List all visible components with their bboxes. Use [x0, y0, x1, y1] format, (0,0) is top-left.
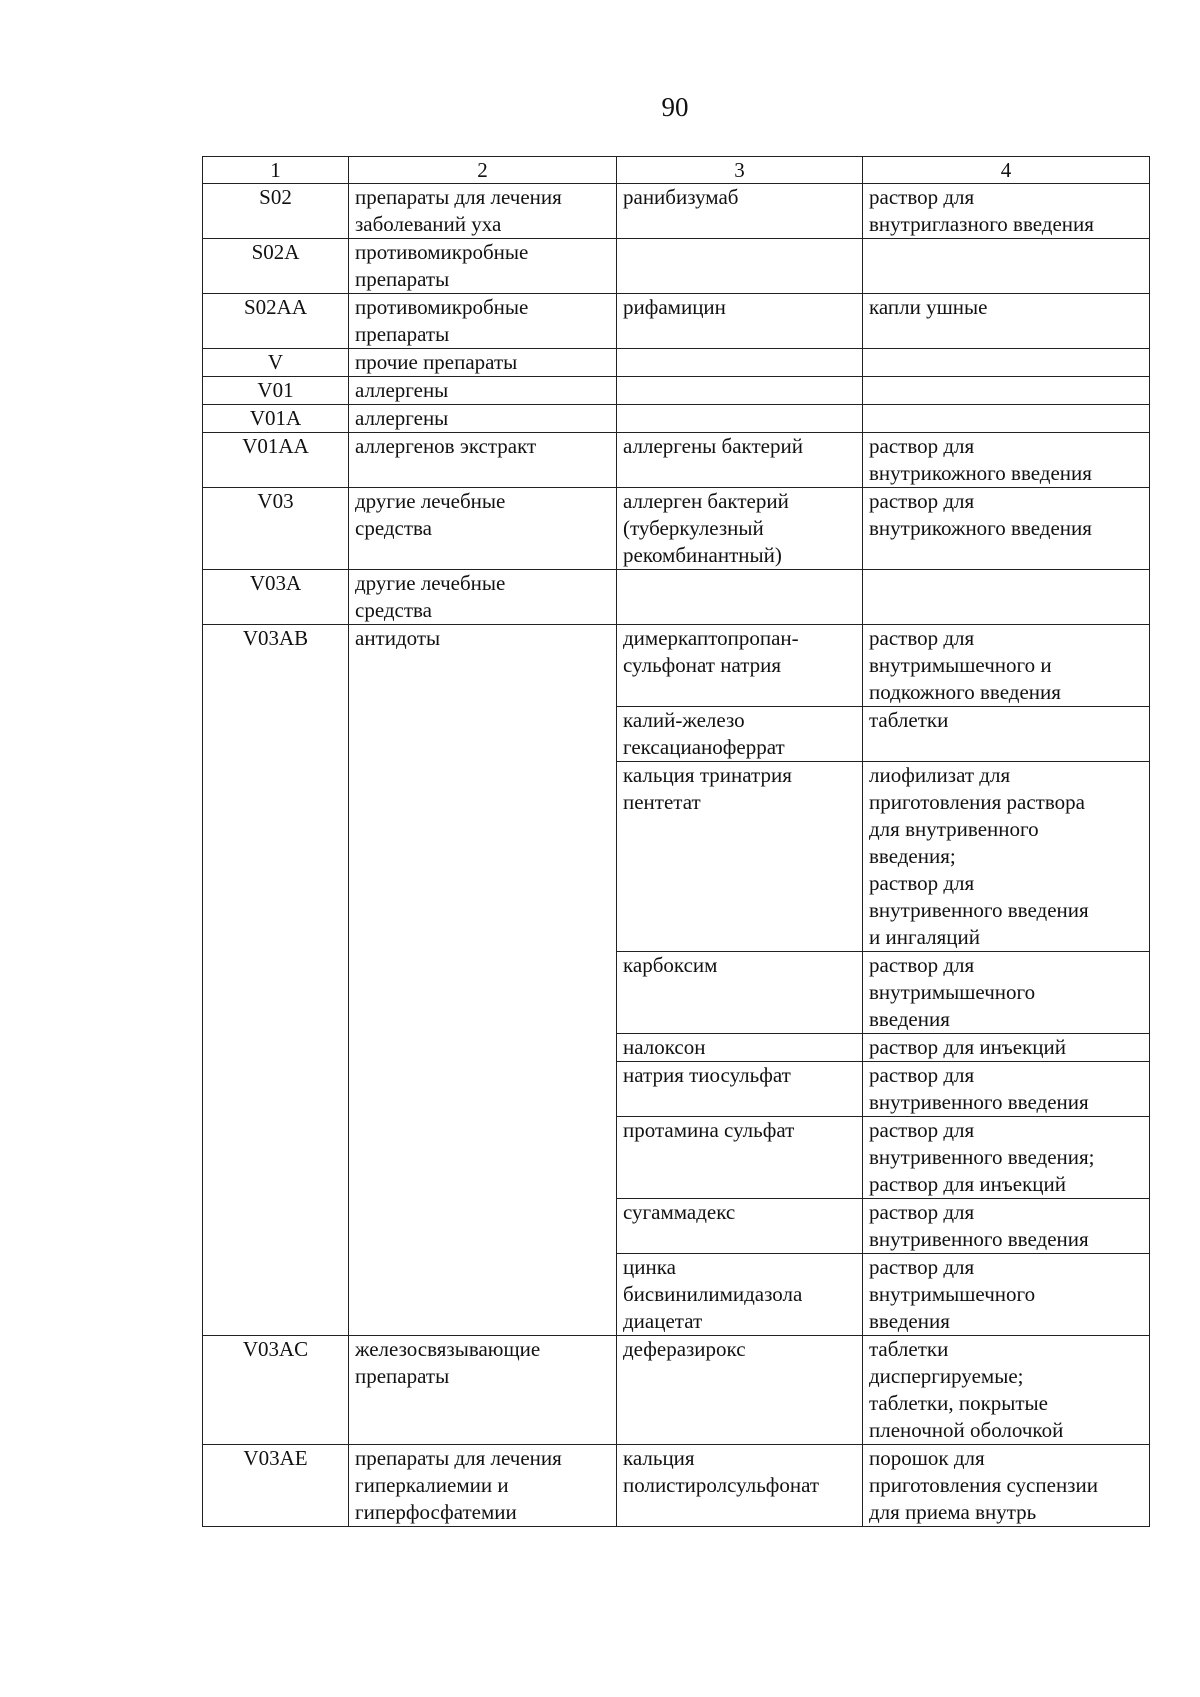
column-header-2: 2: [349, 157, 617, 184]
atc-code-cell: V03AB: [203, 625, 349, 1336]
dosage-form-cell: [863, 1117, 1150, 1199]
cell-text-line: внутримышечного: [869, 980, 1036, 1004]
group-name-cell: [349, 1445, 617, 1527]
dosage-form-cell: [863, 1445, 1150, 1527]
group-name-cell: [349, 184, 617, 239]
cell-text-line: заболеваний уха: [355, 212, 502, 236]
cell-text-line: введения: [869, 1007, 950, 1031]
cell-text-line: таблетки: [869, 1337, 949, 1361]
drug-name-cell: [617, 625, 863, 707]
drug-name-cell: [617, 1336, 863, 1445]
cell-text-line: введения: [869, 1309, 950, 1333]
table-row: [203, 1336, 1150, 1445]
atc-code-cell: V03AE: [203, 1445, 349, 1527]
cell-text-line: внутривенного введения: [869, 898, 1089, 922]
group-name-cell: [349, 625, 617, 1336]
cell-text-line: введения;: [869, 844, 956, 868]
drug-name-cell: [617, 570, 863, 625]
cell-text-line: противомикробные: [355, 295, 529, 319]
cell-text-line: внутрикожного введения: [869, 461, 1092, 485]
cell-text-line: порошок для: [869, 1446, 985, 1470]
cell-text-line: деферазирокс: [623, 1337, 746, 1361]
atc-code-cell: V01: [203, 377, 349, 405]
drug-name-cell: [617, 707, 863, 762]
table-row: [203, 405, 1150, 433]
cell-text-line: раствор для: [869, 1255, 975, 1279]
drug-name-cell: [617, 1062, 863, 1117]
table-row: [203, 433, 1150, 488]
cell-text-line: средства: [355, 516, 433, 540]
atc-code-cell: S02AA: [203, 294, 349, 349]
cell-text-line: кальция тринатрия: [623, 763, 792, 787]
table-row: [203, 349, 1150, 377]
atc-code-cell: S02: [203, 184, 349, 239]
cell-text-line: приготовления суспензии: [869, 1473, 1098, 1497]
cell-text-line: раствор для: [869, 434, 975, 458]
cell-text-line: подкожного введения: [869, 680, 1061, 704]
cell-text-line: внутривенного введения;: [869, 1145, 1095, 1169]
cell-text-line: димеркаптопропан-: [623, 626, 799, 650]
cell-text-line: гиперфосфатемии: [355, 1500, 517, 1524]
cell-text-line: раствор для: [869, 1118, 975, 1142]
cell-text-line: раствор для: [869, 1200, 975, 1224]
cell-text-line: калий-железо: [623, 708, 745, 732]
atc-code-cell: V: [203, 349, 349, 377]
group-name-cell: [349, 1336, 617, 1445]
cell-text-line: внутривенного введения: [869, 1227, 1089, 1251]
dosage-form-cell: [863, 1336, 1150, 1445]
dosage-form-cell: [863, 349, 1150, 377]
drug-name-cell: [617, 239, 863, 294]
cell-text-line: железосвязывающие: [355, 1337, 541, 1361]
drug-name-cell: [617, 1199, 863, 1254]
cell-text-line: раствор для: [869, 626, 975, 650]
cell-text-line: для внутривенного: [869, 817, 1039, 841]
cell-text-line: препараты для лечения: [355, 1446, 562, 1470]
cell-text-line: средства: [355, 598, 433, 622]
cell-text-line: рифамицин: [623, 295, 726, 319]
table-body: [203, 157, 1150, 1527]
cell-text-line: внутривенного введения: [869, 1090, 1089, 1114]
dosage-form-cell: [863, 625, 1150, 707]
cell-text-line: внутримышечного и: [869, 653, 1052, 677]
drug-name-cell: [617, 1117, 863, 1199]
dosage-form-cell: [863, 1254, 1150, 1336]
cell-text-line: протамина сульфат: [623, 1118, 795, 1142]
dosage-form-cell: [863, 707, 1150, 762]
cell-text-line: полистиролсульфонат: [623, 1473, 820, 1497]
group-name-cell: [349, 433, 617, 488]
drug-name-cell: [617, 349, 863, 377]
table-row: [203, 570, 1150, 625]
drug-name-cell: [617, 1445, 863, 1527]
cell-text-line: внутримышечного: [869, 1282, 1036, 1306]
cell-text-line: лиофилизат для: [869, 763, 1011, 787]
cell-text-line: раствор для инъекций: [869, 1035, 1066, 1059]
cell-text-line: пентетат: [623, 790, 701, 814]
cell-text-line: раствор для: [869, 185, 975, 209]
dosage-form-cell: [863, 952, 1150, 1034]
group-name-cell: [349, 349, 617, 377]
column-header-1: 1: [203, 157, 349, 184]
dosage-form-cell: [863, 405, 1150, 433]
cell-text-line: внутриглазного введения: [869, 212, 1094, 236]
dosage-form-cell: [863, 570, 1150, 625]
cell-text-line: раствор для инъекций: [869, 1172, 1066, 1196]
group-name-cell: [349, 488, 617, 570]
cell-text-line: раствор для: [869, 489, 975, 513]
group-name-cell: [349, 294, 617, 349]
cell-text-line: препараты: [355, 1364, 450, 1388]
cell-text-line: противомикробные: [355, 240, 529, 264]
drug-name-cell: [617, 952, 863, 1034]
cell-text-line: капли ушные: [869, 295, 988, 319]
atc-code-cell: V01AA: [203, 433, 349, 488]
drug-name-cell: [617, 433, 863, 488]
dosage-form-cell: [863, 377, 1150, 405]
drug-name-cell: [617, 1254, 863, 1336]
dosage-form-cell: [863, 488, 1150, 570]
atc-code-cell: V03A: [203, 570, 349, 625]
column-header-4: 4: [863, 157, 1150, 184]
cell-text-line: таблетки: [869, 708, 949, 732]
dosage-form-cell: [863, 184, 1150, 239]
dosage-form-cell: [863, 433, 1150, 488]
cell-text-line: антидоты: [355, 626, 441, 650]
cell-text-line: гиперкалиемии и: [355, 1473, 509, 1497]
dosage-form-cell: [863, 1034, 1150, 1062]
cell-text-line: диспергируемые;: [869, 1364, 1024, 1388]
drug-name-cell: [617, 488, 863, 570]
dosage-form-cell: [863, 1199, 1150, 1254]
cell-text-line: аллергены бактерий: [623, 434, 803, 458]
table-row: [203, 625, 1150, 707]
atc-code-cell: V01A: [203, 405, 349, 433]
cell-text-line: препараты: [355, 267, 450, 291]
table-row: [203, 294, 1150, 349]
cell-text-line: аллерген бактерий: [623, 489, 789, 513]
table-row: [203, 377, 1150, 405]
page-number: 90: [661, 92, 689, 122]
table-header-row: [203, 157, 1150, 184]
atc-code-cell: S02A: [203, 239, 349, 294]
cell-text-line: налоксон: [623, 1035, 706, 1059]
cell-text-line: приготовления раствора: [869, 790, 1085, 814]
cell-text-line: натрия тиосульфат: [623, 1063, 791, 1087]
drug-table: [202, 156, 1150, 1527]
cell-text-line: прочие препараты: [355, 350, 518, 374]
cell-text-line: другие лечебные: [355, 489, 506, 513]
atc-code-cell: V03: [203, 488, 349, 570]
cell-text-line: раствор для: [869, 871, 975, 895]
cell-text-line: внутрикожного введения: [869, 516, 1092, 540]
cell-text-line: ранибизумаб: [623, 185, 739, 209]
drug-name-cell: [617, 184, 863, 239]
cell-text-line: (туберкулезный: [623, 516, 764, 540]
drug-name-cell: [617, 1034, 863, 1062]
cell-text-line: цинка: [623, 1255, 676, 1279]
cell-text-line: раствор для: [869, 953, 975, 977]
cell-text-line: пленочной оболочкой: [869, 1418, 1064, 1442]
table-row: [203, 239, 1150, 294]
cell-text-line: другие лечебные: [355, 571, 506, 595]
table-row: [203, 488, 1150, 570]
cell-text-line: препараты: [355, 322, 450, 346]
cell-text-line: таблетки, покрытые: [869, 1391, 1048, 1415]
dosage-form-cell: [863, 294, 1150, 349]
cell-text-line: и ингаляций: [869, 925, 980, 949]
cell-text-line: диацетат: [623, 1309, 703, 1333]
cell-text-line: рекомбинантный): [623, 543, 782, 567]
cell-text-line: для приема внутрь: [869, 1500, 1037, 1524]
dosage-form-cell: [863, 762, 1150, 952]
column-header-3: 3: [617, 157, 863, 184]
cell-text-line: препараты для лечения: [355, 185, 562, 209]
cell-text-line: бисвинилимидазола: [623, 1282, 803, 1306]
drug-name-cell: [617, 294, 863, 349]
cell-text-line: раствор для: [869, 1063, 975, 1087]
cell-text-line: сугаммадекс: [623, 1200, 736, 1224]
group-name-cell: [349, 405, 617, 433]
group-name-cell: [349, 239, 617, 294]
drug-name-cell: [617, 377, 863, 405]
cell-text-line: сульфонат натрия: [623, 653, 782, 677]
cell-text-line: аллергены: [355, 378, 449, 402]
group-name-cell: [349, 377, 617, 405]
cell-text-line: гексацианоферрат: [623, 735, 785, 759]
cell-text-line: аллергенов экстракт: [355, 434, 537, 458]
cell-text-line: карбоксим: [623, 953, 718, 977]
cell-text-line: аллергены: [355, 406, 449, 430]
table-row: [203, 184, 1150, 239]
drug-name-cell: [617, 762, 863, 952]
dosage-form-cell: [863, 1062, 1150, 1117]
table-row: [203, 1445, 1150, 1527]
group-name-cell: [349, 570, 617, 625]
dosage-form-cell: [863, 239, 1150, 294]
atc-code-cell: V03AC: [203, 1336, 349, 1445]
drug-name-cell: [617, 405, 863, 433]
cell-text-line: кальция: [623, 1446, 695, 1470]
